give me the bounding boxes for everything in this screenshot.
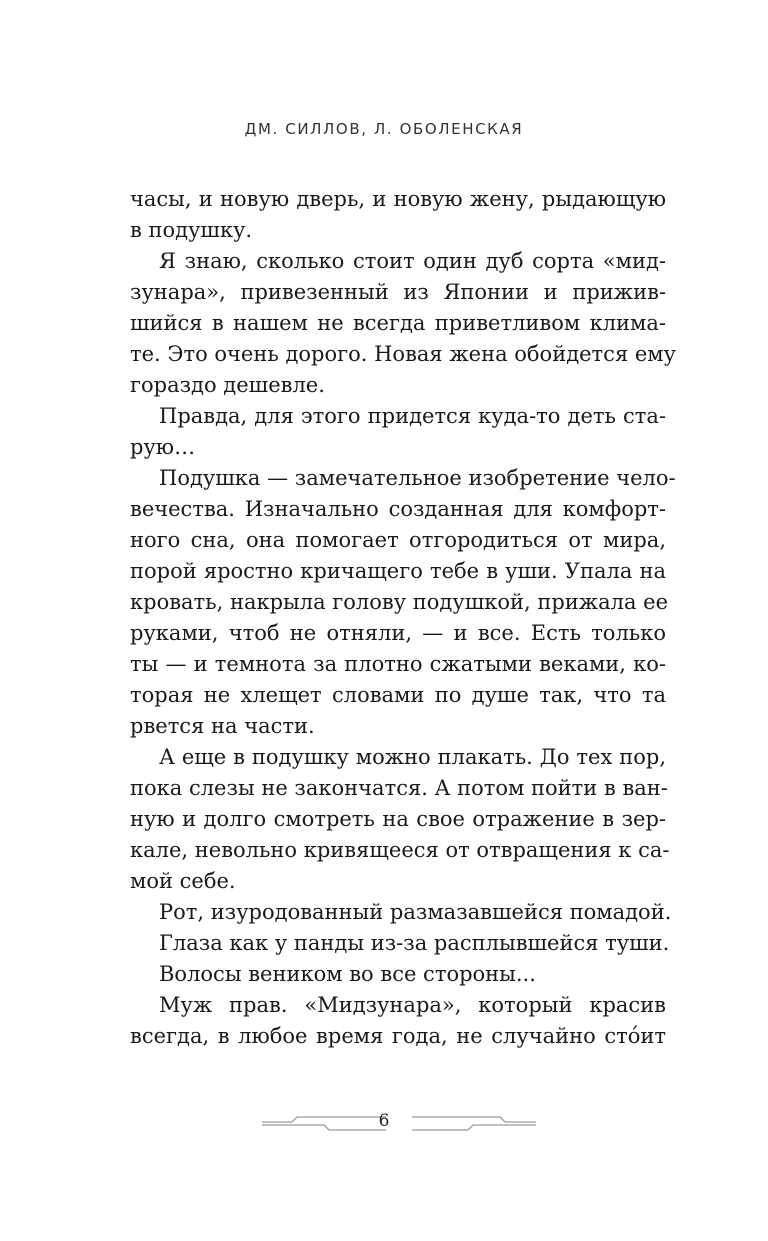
text-line: ного сна, она помогает отгородиться от мира,	[130, 528, 666, 552]
text-line: Волосы веником во все стороны...	[159, 962, 536, 986]
folio-ornament-right	[412, 1117, 536, 1122]
running-head: ДМ. СИЛЛОВ, Л. ОБОЛЕНСКАЯ	[244, 120, 524, 138]
folio-ornament-right-lower	[412, 1125, 536, 1130]
text-line: всегда, в любое время года, не случайно сто́ит	[130, 1024, 666, 1048]
page-number: 6	[378, 1111, 390, 1131]
text-line: рвется на части.	[130, 714, 315, 738]
text-line: руками, чтоб не отняли, — и все. Есть только	[130, 621, 666, 645]
text-line: мой себе.	[130, 869, 236, 893]
text-line: пока слезы не закончатся. А потом пойти в ван-	[130, 776, 668, 800]
text-line: часы, и новую дверь, и новую жену, рыдающую	[130, 187, 666, 211]
text-line: ты — и темнота за плотно сжатыми веками, ко-	[130, 652, 666, 676]
body-text	[130, 184, 676, 1052]
text-line: шийся в нашем не всегда приветливом клима-	[130, 311, 666, 335]
text-line: Муж прав. «Мидзунара», который красив	[159, 993, 666, 1017]
text-line: те. Это очень дорого. Новая жена обойдется ему	[130, 342, 676, 366]
text-line: зунара», привезенный из Японии и прижив-	[130, 280, 666, 304]
text-line: ную и долго смотреть на свое отражение в зер-	[130, 807, 666, 831]
text-line: Подушка — замечательное изобретение чело-	[159, 466, 676, 490]
text-line: кровать, накрыла голову подушкой, прижала ее	[130, 590, 669, 614]
text-line: А еще в подушку можно плакать. До тех пор,	[159, 745, 666, 769]
text-line: кале, невольно кривящееся от отвращения к са-	[130, 838, 670, 862]
page-folio	[0, 1106, 768, 1136]
text-line: Я знаю, сколько стоит один дуб сорта «мид-	[159, 249, 666, 273]
text-line: гораздо дешевле.	[130, 373, 325, 397]
text-line: в подушку.	[130, 218, 253, 242]
text-line: вечества. Изначально созданная для комфорт-	[130, 497, 666, 521]
text-line: рую…	[130, 435, 196, 459]
text-line: Рот, изуродованный размазавшейся помадой.	[159, 900, 672, 924]
text-line: Глаза как у панды из-за расплывшейся туши.	[159, 931, 670, 955]
text-line: Правда, для этого придется куда-то деть ста-	[159, 404, 666, 428]
text-line: порой яростно кричащего тебе в уши. Упала на	[130, 559, 666, 583]
text-line: торая не хлещет словами по душе так, что та	[130, 683, 666, 707]
